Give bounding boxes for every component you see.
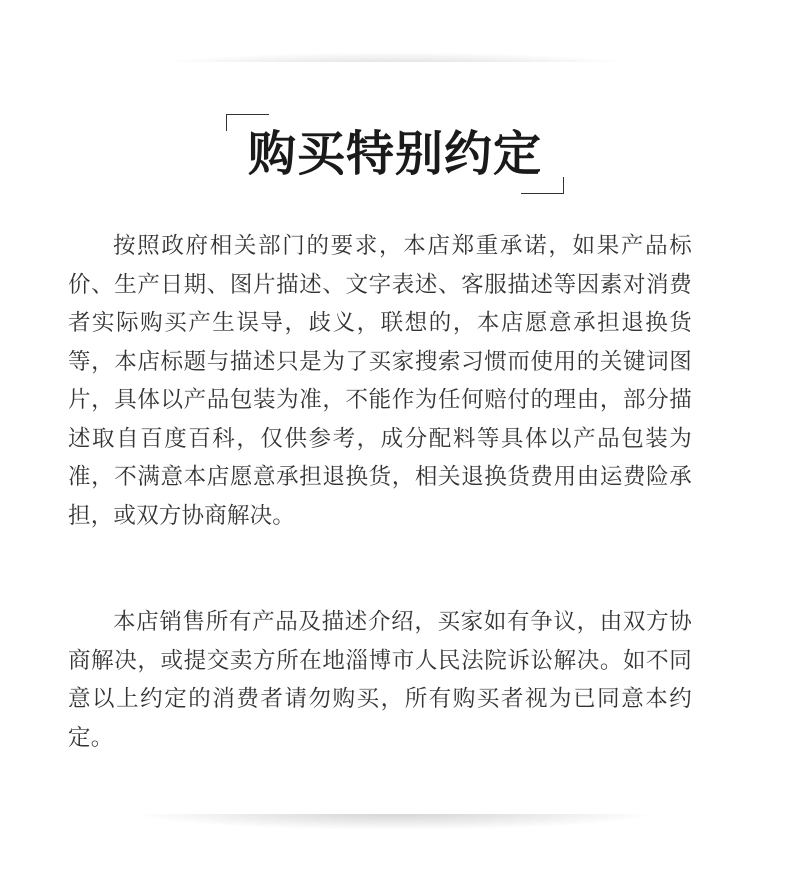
agreement-paragraph-2: 本店销售所有产品及描述介绍，买家如有争议，由双方协商解决，或提交卖方所在地淄博市人民法院诉讼解决。如不同意以上约定的消费者请勿购买，所有购买者视为已同意本约定。: [68, 609, 692, 751]
page-title: 购买特别约定: [247, 126, 542, 182]
agreement-paragraph-1: 按照政府相关部门的要求，本店郑重承诺，如果产品标价、生产日期、图片描述、文字表述、客服描述等因素对消费者实际购买产生误导，歧义，联想的，本店愿意承担退换货等，本店标题与描述只是为了买家搜索习惯而使用的关键词图片，具体以产品包装为准，不能作为任何赔付的理由，部分描述取自百度百科，仅供参考，成分配料等具体以产品包装为准，不满意本店愿意承担退换货，相关退换货费用由运费险承担，或双方协商解决。: [68, 233, 692, 529]
title-frame: [226, 114, 564, 194]
agreement-card: [0, 62, 790, 814]
card-bottom-shadow: [40, 812, 750, 852]
